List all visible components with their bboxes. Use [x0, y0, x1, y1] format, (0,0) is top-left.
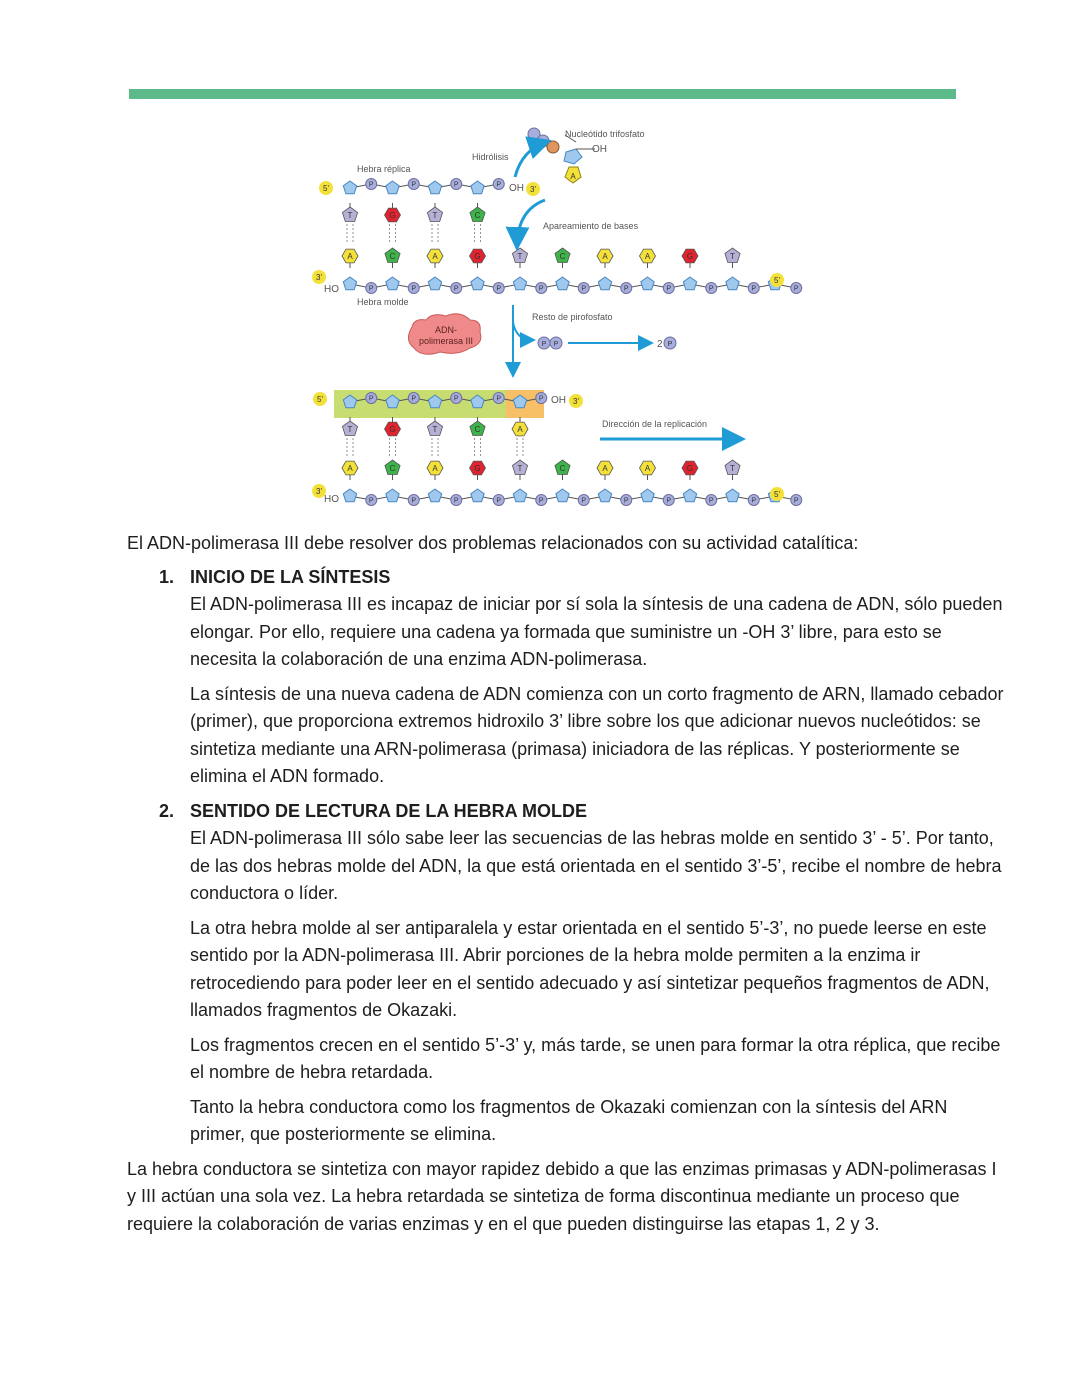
bottom-template-phosphate-label: P	[751, 497, 757, 505]
top-replica-backbone	[343, 179, 504, 194]
five-prime-text-2: 5'	[774, 276, 780, 285]
five-prime-text-4: 5'	[774, 490, 780, 499]
five-prime-text-1: 5'	[323, 184, 329, 193]
top-replica-sugar	[343, 181, 356, 194]
bottom-replica-base-letter: A	[517, 425, 523, 434]
top-template-sugar	[428, 277, 441, 290]
top-template-sugar	[343, 277, 356, 290]
bottom-template-sugar	[343, 489, 356, 502]
incoming-base-letter: A	[570, 172, 576, 181]
pairing-label: Apareamiento de bases	[543, 221, 639, 231]
top-replica-base-letter: T	[432, 211, 438, 220]
nucleotide-oh-label: OH	[592, 144, 607, 155]
bottom-template-phosphate-label: P	[793, 497, 799, 505]
bottom-template-phosphate-label: P	[708, 497, 714, 505]
bottom-template-sugar	[726, 489, 739, 502]
list-1-paragraph-1: El ADN-polimerasa III es incapaz de iniciar por sí sola la síntesis de una cadena de ADN, sólo pueden elongar. Por ello, requiere una cadena ya formada que suministre un -OH 3’ libre, para esto se necesita la colaboración de una enzima ADN-polimerasa.	[190, 594, 1003, 669]
enzyme-label-line2: polimerasa III	[418, 336, 474, 346]
document-body	[127, 530, 1007, 1238]
top-template-sugar	[513, 277, 526, 290]
top-replica-phosphate-label: P	[411, 181, 417, 189]
replica-strand-label: Hebra réplica	[357, 164, 411, 174]
incoming-sugar	[564, 149, 582, 164]
ho-label-1: HO	[324, 284, 339, 295]
bottom-replica-phosphate-label: P	[368, 395, 374, 403]
bottom-replica-base-letter: T	[432, 425, 438, 434]
bottom-template-base-letter: T	[730, 464, 735, 473]
two-p-label: 2	[657, 339, 663, 350]
top-replica-sugar	[428, 181, 441, 194]
bottom-replica-phosphate-label: P	[496, 395, 502, 403]
bottom-replica-base-letter: C	[474, 425, 481, 434]
closing-paragraph: La hebra conductora se sintetiza con mayor rapidez debido a que las enzimas primasas y ADN-polimerasas I y III actúan una sola vez. La hebra retardada se sintetiza de forma discontinua mediante un proceso que requiere la colaboración de varias enzimas y en el que pueden distinguirse las etapas 1, 2 y 3.	[127, 1158, 997, 1234]
top-template-base-letter: A	[347, 252, 353, 261]
list-title-2: SENTIDO DE LECTURA DE LA HEBRA MOLDE	[190, 800, 588, 821]
bottom-template-phosphate-label: P	[538, 497, 544, 505]
list-number-1: 1.	[159, 566, 175, 587]
bottom-template-base-letter: T	[517, 464, 523, 473]
top-template-phosphate-label: P	[708, 285, 714, 293]
bottom-replica-base-letter: G	[389, 425, 396, 434]
list-number-2: 2.	[159, 800, 175, 821]
bottom-replica-phosphate-label: P	[411, 395, 417, 403]
bottom-template-base-letter: A	[602, 464, 608, 473]
top-replica-phosphate-label: P	[368, 181, 374, 189]
top-template-base-letter: A	[432, 252, 438, 261]
bottom-template-backbone	[343, 489, 801, 506]
oh-end-label-2: OH	[551, 395, 566, 406]
bottom-template-sugar	[513, 489, 526, 502]
top-template-base-letter: G	[474, 252, 481, 261]
pairing-arrow	[517, 200, 545, 245]
list-item-1	[127, 564, 1007, 791]
dna-replication-figure	[300, 122, 799, 516]
top-template-base-letter: C	[559, 252, 566, 261]
pyro-p-1: P	[541, 341, 547, 348]
top-template-sugar	[598, 277, 611, 290]
top-template-sugar	[641, 277, 654, 290]
bottom-replica-phosphate-label: P	[538, 395, 544, 403]
three-prime-text-1: 3'	[530, 185, 536, 194]
bottom-template-phosphate-label: P	[368, 497, 374, 505]
bottom-replica-phosphate-label: P	[453, 395, 459, 403]
bottom-template-sugar	[386, 489, 399, 502]
free-p: P	[667, 341, 673, 348]
pyrophosphate-label: Resto de pirofosfato	[532, 312, 613, 322]
bottom-template-base-letter: A	[347, 464, 353, 473]
top-template-base-letter: G	[686, 252, 694, 261]
top-template-base-letter: T	[730, 252, 735, 261]
enzyme-label-line1: ADN-	[435, 325, 457, 335]
top-template-base-letter: T	[517, 252, 523, 261]
bottom-template-phosphate-label: P	[666, 497, 672, 505]
bottom-template-phosphate-label: P	[496, 497, 502, 505]
top-template-phosphate-label: P	[496, 285, 502, 293]
list-2-paragraph-1: El ADN-polimerasa III sólo sabe leer las secuencias de las hebras molde en sentido 3’ - 5’. Por tanto, de las dos hebras molde del ADN, la que está orientada en el sentido 3’-5’, recibe el nombre de hebra conductora o líder.	[190, 828, 1002, 903]
bottom-template-sugar	[471, 489, 484, 502]
list-2-paragraph-3: Los fragmentos crecen en el sentido 5’-3’ y, más tarde, se unen para formar la otra réplica, que recibe el nombre de hebra retardada.	[190, 1034, 1001, 1082]
list-2-paragraph-2: La otra hebra molde al ser antiparalela y estar orientada en el sentido 5’-3’, no puede leerse en este sentido por la ADN-polimerasa III. Abrir porciones de la hebra molde permiten a la enzima ir retrocediendo para poder leer en el sentido adecuado y así sintetizar pequeños fragmentos de ADN, llamados fragmentos de Okazaki.	[190, 917, 990, 1020]
top-template-phosphate-label: P	[581, 285, 587, 293]
top-template-base-letter: C	[389, 252, 396, 261]
top-replica-sugar	[471, 181, 484, 194]
oh-end-label-1: OH	[509, 183, 524, 194]
top-template-phosphate-label: P	[793, 285, 799, 293]
bottom-template-phosphate-label: P	[581, 497, 587, 505]
list-1-paragraph-2: La síntesis de una nueva cadena de ADN comienza con un corto fragmento de ARN, llamado cebador (primer), que proporciona extremos hidroxilo 3’ libre sobre los que adicionar nuevos nucleótidos: se sintetiza mediante una ARN-polimerasa (primasa) iniciadora de las réplicas. Y posteriormente se elimina el ADN formado.	[190, 683, 1004, 786]
top-template-base-letter: A	[644, 252, 651, 261]
header-divider-bar	[129, 89, 956, 99]
top-template-phosphate-label: P	[623, 285, 629, 293]
top-replica-base-letter: C	[474, 211, 481, 220]
top-template-backbone	[343, 277, 801, 294]
top-template-phosphate-label: P	[368, 285, 374, 293]
top-replica-phosphate-label: P	[496, 181, 502, 189]
top-template-phosphate-label: P	[538, 285, 544, 293]
dna-replication-diagram	[300, 122, 799, 516]
list-2-paragraph-4: Tanto la hebra conductora como los fragmentos de Okazaki comienzan con la síntesis del ARN primer, que posteriormente se elimina.	[190, 1096, 948, 1144]
bottom-template-sugar	[556, 489, 569, 502]
bottom-template-phosphate-label: P	[411, 497, 417, 505]
bottom-template-base-letter: A	[432, 464, 438, 473]
nucleotide-label: Nucleótido trifosfato	[565, 129, 645, 139]
top-template-phosphate-label: P	[453, 285, 459, 293]
top-template-phosphate-label: P	[411, 285, 417, 293]
top-replica-phosphate-label: P	[453, 181, 459, 189]
three-prime-text-4: 3'	[316, 487, 322, 496]
top-replica-base-letter: T	[347, 211, 353, 220]
top-template-sugar	[683, 277, 696, 290]
process-arrow-branch	[513, 322, 532, 340]
bottom-template-sugar	[683, 489, 696, 502]
bottom-template-base-letter: C	[389, 464, 396, 473]
intro-paragraph: El ADN-polimerasa III debe resolver dos problemas relacionados con su actividad catalítica:	[127, 533, 859, 553]
top-template-sugar	[386, 277, 399, 290]
five-prime-text-3: 5'	[317, 395, 323, 404]
three-prime-text-3: 3'	[573, 397, 579, 406]
bottom-template-base-letter: G	[686, 464, 694, 473]
template-strand-label: Hebra molde	[357, 297, 409, 307]
list-title-1: INICIO DE LA SÍNTESIS	[190, 566, 391, 587]
incoming-nucleotide	[528, 128, 645, 183]
bottom-template-base-letter: G	[474, 464, 481, 473]
top-template-base-letter: A	[602, 252, 608, 261]
pyro-p-2: P	[553, 341, 559, 348]
bottom-replica-base-letter: T	[347, 425, 353, 434]
enzyme-cloud	[408, 314, 480, 355]
top-template-sugar	[471, 277, 484, 290]
top-replica-base-letter: G	[389, 211, 396, 220]
bottom-template-phosphate-label: P	[623, 497, 629, 505]
bottom-template-sugar	[428, 489, 441, 502]
bottom-template-sugar	[598, 489, 611, 502]
hydrolysis-label: Hidrólisis	[472, 152, 509, 162]
top-template-sugar	[726, 277, 739, 290]
phosphate-3	[547, 141, 559, 153]
bottom-template-phosphate-label: P	[453, 497, 459, 505]
top-template-phosphate-label: P	[666, 285, 672, 293]
three-prime-text-2: 3'	[316, 273, 322, 282]
top-template-sugar	[556, 277, 569, 290]
list-item-2	[127, 798, 1007, 1149]
top-replica-sugar	[386, 181, 399, 194]
bottom-template-base-letter: C	[559, 464, 566, 473]
direction-label: Dirección de la replicación	[602, 419, 708, 429]
top-template-phosphate-label: P	[751, 285, 757, 293]
bottom-template-base-letter: A	[644, 464, 651, 473]
bottom-template-sugar	[641, 489, 654, 502]
ho-label-2: HO	[324, 494, 339, 505]
